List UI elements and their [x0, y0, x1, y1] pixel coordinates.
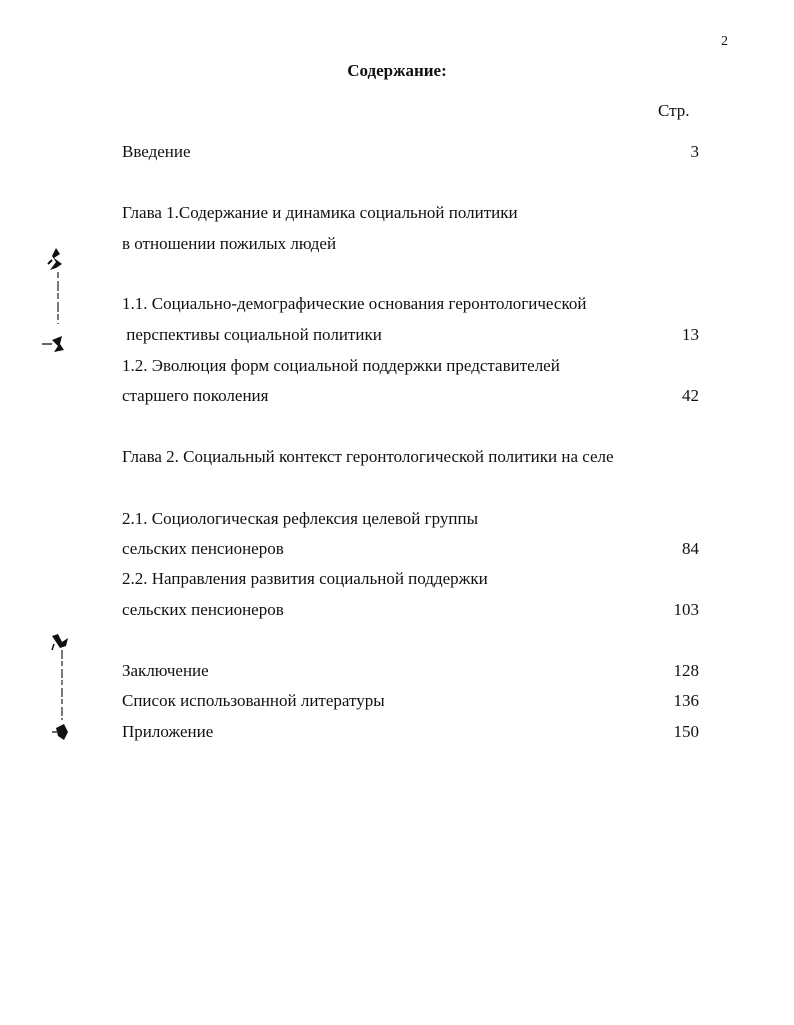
toc-entry-appendix: Приложение	[122, 722, 214, 741]
toc-entry-section-2-2-line-1: 2.2. Направления развития социальной поддержки	[122, 569, 488, 588]
page-column-label: Стр.	[658, 101, 690, 120]
toc-page-introduction: 3	[690, 142, 699, 161]
toc-page-section-2-2: 103	[673, 600, 699, 619]
binding-mark-lower	[46, 628, 76, 752]
toc-entry-conclusion: Заключение	[122, 661, 209, 680]
page-number: 2	[721, 34, 728, 49]
toc-entry-introduction: Введение	[122, 142, 191, 161]
toc-entry-section-1-1-line-1: 1.1. Социально-демографические основания геронтологической	[122, 294, 587, 313]
toc-entry-chapter-2: Глава 2. Социальный контекст геронтологической политики на селе	[122, 447, 614, 466]
toc-page-conclusion: 128	[673, 661, 699, 680]
toc-entry-section-1-1-line-2: перспективы социальной политики	[122, 325, 382, 344]
toc-entry-chapter-1-line-1: Глава 1.Содержание и динамика социальной политики	[122, 203, 518, 222]
toc-entry-section-2-2-line-2: сельских пенсионеров	[122, 600, 284, 619]
toc-page-section-2-1: 84	[682, 539, 699, 558]
toc-entry-section-2-1-line-2: сельских пенсионеров	[122, 539, 284, 558]
toc-entry-bibliography: Список использованной литературы	[122, 691, 385, 710]
toc-entry-chapter-1-line-2: в отношении пожилых людей	[122, 234, 337, 253]
toc-entry-section-1-2-line-1: 1.2. Эволюция форм социальной поддержки представителей	[122, 356, 560, 375]
toc-page-section-1-2: 42	[682, 386, 699, 405]
binding-mark-upper	[38, 244, 70, 362]
toc-page-bibliography: 136	[673, 691, 699, 710]
toc-page-section-1-1: 13	[682, 325, 699, 344]
toc-entry-section-2-1-line-1: 2.1. Социологическая рефлексия целевой группы	[122, 509, 479, 528]
toc-entry-section-1-2-line-2: старшего поколения	[122, 386, 269, 405]
toc-page-appendix: 150	[673, 722, 699, 741]
page-title: Содержание:	[347, 61, 447, 80]
